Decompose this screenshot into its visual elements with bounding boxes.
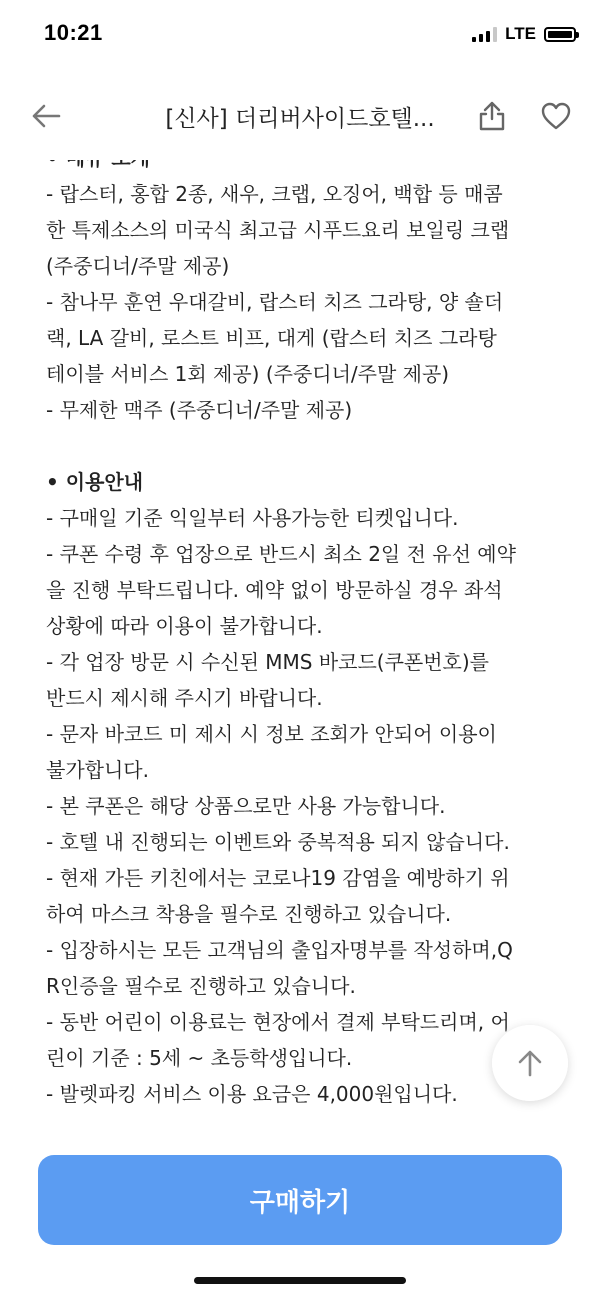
status-indicators xyxy=(472,24,576,44)
usage-line: - 호텔 내 진행되는 이벤트와 중복적용 되지 않습니다. xyxy=(46,830,510,854)
usage-line: 상황에 따라 이용이 불가합니다. xyxy=(46,614,323,638)
product-description xyxy=(46,140,566,1112)
usage-line: - 구매일 기준 익일부터 사용가능한 티켓입니다. xyxy=(46,506,459,530)
usage-line: - 본 쿠폰은 해당 상품으로만 사용 가능합니다. xyxy=(46,794,446,818)
network-type: LTE xyxy=(505,24,536,43)
arrow-up-icon xyxy=(516,1048,544,1078)
menu-line: - 무제한 맥주 (주중디너/주말 제공) xyxy=(46,398,353,422)
usage-line: R인증을 필수로 진행하고 있습니다. xyxy=(46,974,356,998)
menu-line: (주중디너/주말 제공) xyxy=(46,254,230,278)
usage-line: 린이 기준 : 5세 ~ 초등학생입니다. xyxy=(46,1046,353,1070)
usage-line: 을 진행 부탁드립니다. 예약 없이 방문하실 경우 좌석 xyxy=(46,578,503,602)
signal-icon xyxy=(472,26,497,42)
menu-line: 테이블 서비스 1회 제공) (주중디너/주말 제공) xyxy=(46,362,450,386)
back-arrow-icon[interactable] xyxy=(26,96,66,136)
status-time: 10:21 xyxy=(44,20,103,45)
menu-line: - 참나무 훈연 우대갈비, 랍스터 치즈 그라탕, 양 숄더 xyxy=(46,290,504,314)
menu-line: 한 특제소스의 미국식 최고급 시푸드요리 보일링 크랩 xyxy=(46,218,510,242)
scroll-to-top-button[interactable] xyxy=(492,1025,568,1101)
bottom-action-bar xyxy=(0,1135,600,1299)
usage-line: - 쿠폰 수령 후 업장으로 반드시 최소 2일 전 유선 예약 xyxy=(46,542,516,566)
menu-line: - 랍스터, 홍합 2종, 새우, 크랩, 오징어, 백합 등 매콤 xyxy=(46,182,503,206)
usage-line: - 동반 어린이 이용료는 현장에서 결제 부탁드리며, 어 xyxy=(46,1010,510,1034)
menu-line: 랙, LA 갈비, 로스트 비프, 대게 (랍스터 치즈 그라탕 xyxy=(46,326,497,350)
battery-icon xyxy=(544,27,576,42)
usage-line: - 현재 가든 키친에서는 코로나19 감염을 예방하기 위 xyxy=(46,866,510,890)
buy-button[interactable]: 구매하기 xyxy=(38,1155,562,1245)
usage-line: 하여 마스크 착용을 필수로 진행하고 있습니다. xyxy=(46,902,452,926)
page-title: [신사] 더리버사이드호텔... xyxy=(165,106,435,132)
heart-icon[interactable] xyxy=(536,96,576,136)
usage-line: - 각 업장 방문 시 수신된 MMS 바코드(쿠폰번호)를 xyxy=(46,650,489,674)
usage-section-title: • 이용안내 xyxy=(46,470,144,494)
nav-bar xyxy=(0,76,600,160)
section-spacer xyxy=(46,428,566,464)
usage-line: - 문자 바코드 미 제시 시 정보 조회가 안되어 이용이 xyxy=(46,722,497,746)
share-icon[interactable] xyxy=(472,96,512,136)
usage-line: 반드시 제시해 주시기 바랍니다. xyxy=(46,686,323,710)
home-indicator[interactable] xyxy=(194,1277,406,1284)
usage-line: - 발렛파킹 서비스 이용 요금은 4,000원입니다. xyxy=(46,1082,458,1106)
usage-line: 불가합니다. xyxy=(46,758,149,782)
status-bar xyxy=(0,0,600,76)
usage-line: - 입장하시는 모든 고객님의 출입자명부를 작성하며,Q xyxy=(46,938,513,962)
